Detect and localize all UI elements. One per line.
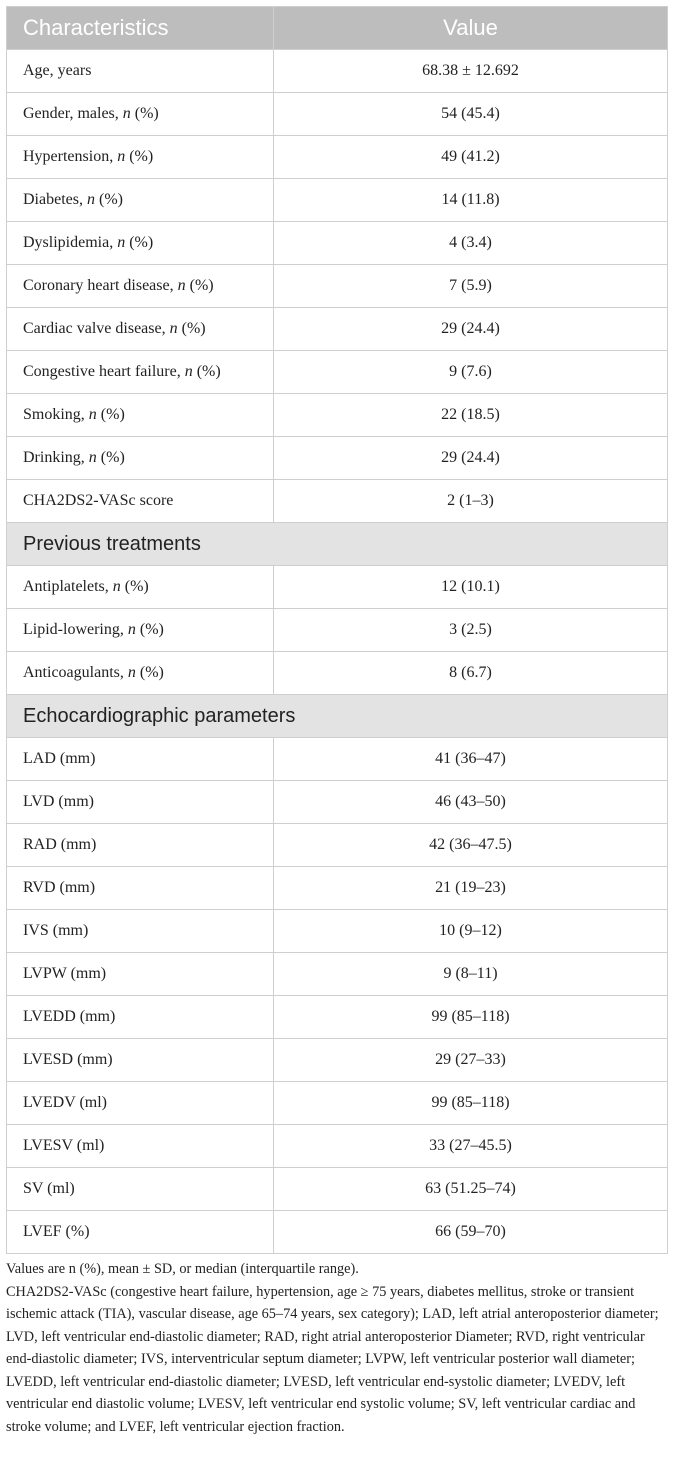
row-label — [7, 1039, 274, 1082]
row-label — [7, 1168, 274, 1211]
row-value: 12 (10.1) — [274, 566, 668, 609]
row-label — [7, 265, 274, 308]
row-value: 8 (6.7) — [274, 652, 668, 695]
table-row — [7, 351, 668, 394]
table-row — [7, 910, 668, 953]
table-row — [7, 1211, 668, 1254]
row-label-suffix: (%) — [135, 664, 164, 681]
row-value: 29 (27–33) — [274, 1039, 668, 1082]
row-label-text: CHA2DS2-VASc score — [23, 492, 174, 509]
table-row — [7, 781, 668, 824]
row-label-text: Age, years — [23, 62, 92, 79]
row-label — [7, 910, 274, 953]
row-label-n: n — [122, 105, 131, 122]
row-label-text: LVESV (ml) — [23, 1137, 105, 1154]
table-row — [7, 1168, 668, 1211]
section-title-echocardiographic: Echocardiographic parameters — [7, 695, 668, 738]
row-label-suffix: (%) — [185, 277, 214, 294]
row-label-text: Congestive heart failure, — [23, 363, 185, 380]
row-label-text: LVEF (%) — [23, 1223, 90, 1240]
row-label-n: n — [117, 234, 126, 251]
row-value: 29 (24.4) — [274, 308, 668, 351]
row-label-suffix: (%) — [94, 191, 123, 208]
table-row — [7, 480, 668, 523]
section-row-echocardiographic — [7, 695, 668, 738]
row-value: 22 (18.5) — [274, 394, 668, 437]
row-value: 99 (85–118) — [274, 996, 668, 1039]
table-header-row — [7, 7, 668, 50]
row-value: 46 (43–50) — [274, 781, 668, 824]
row-label-suffix: (%) — [177, 320, 206, 337]
row-label-text: RAD (mm) — [23, 836, 97, 853]
row-label-n: n — [112, 578, 121, 595]
row-label-text: Coronary heart disease, — [23, 277, 178, 294]
row-label-text: Diabetes, — [23, 191, 87, 208]
row-label-suffix: (%) — [120, 578, 149, 595]
row-value: 2 (1–3) — [274, 480, 668, 523]
table-row — [7, 93, 668, 136]
row-label-suffix: (%) — [125, 148, 154, 165]
table-row — [7, 824, 668, 867]
row-value: 7 (5.9) — [274, 265, 668, 308]
characteristics-table — [6, 6, 668, 1254]
row-label-text: SV (ml) — [23, 1180, 75, 1197]
table-row — [7, 1082, 668, 1125]
table-row — [7, 1125, 668, 1168]
row-label-n: n — [177, 277, 186, 294]
row-label — [7, 394, 274, 437]
row-label-text: Cardiac valve disease, — [23, 320, 170, 337]
echo-section — [7, 695, 668, 738]
row-label-text: LVEDD (mm) — [23, 1008, 116, 1025]
row-label-suffix: (%) — [135, 621, 164, 638]
row-label-suffix: (%) — [125, 234, 154, 251]
row-value: 99 (85–118) — [274, 1082, 668, 1125]
row-label-text: Anticoagulants, — [23, 664, 128, 681]
row-value: 33 (27–45.5) — [274, 1125, 668, 1168]
row-value: 29 (24.4) — [274, 437, 668, 480]
row-label — [7, 609, 274, 652]
row-label-text: Hypertension, — [23, 148, 118, 165]
section-row-previous-treatments — [7, 523, 668, 566]
row-label-text: IVS (mm) — [23, 922, 89, 939]
row-label-n: n — [169, 320, 178, 337]
table-row — [7, 179, 668, 222]
table-row — [7, 394, 668, 437]
table-row — [7, 308, 668, 351]
table-row — [7, 652, 668, 695]
table-row — [7, 136, 668, 179]
row-label-n: n — [117, 148, 126, 165]
row-label — [7, 50, 274, 93]
row-label-n: n — [88, 449, 97, 466]
echo-rows — [7, 738, 668, 1254]
row-value: 4 (3.4) — [274, 222, 668, 265]
row-label — [7, 93, 274, 136]
row-label-n: n — [184, 363, 193, 380]
row-label-text: Gender, males, — [23, 105, 123, 122]
row-label — [7, 1211, 274, 1254]
row-value: 63 (51.25–74) — [274, 1168, 668, 1211]
row-label — [7, 222, 274, 265]
row-label — [7, 1125, 274, 1168]
row-label — [7, 136, 274, 179]
row-label-text: Lipid-lowering, — [23, 621, 128, 638]
row-label-text: Drinking, — [23, 449, 89, 466]
row-label-suffix: (%) — [96, 449, 125, 466]
row-value: 42 (36–47.5) — [274, 824, 668, 867]
row-value: 68.38 ± 12.692 — [274, 50, 668, 93]
row-label — [7, 308, 274, 351]
row-label — [7, 738, 274, 781]
row-value: 9 (8–11) — [274, 953, 668, 996]
row-label — [7, 867, 274, 910]
table-row — [7, 50, 668, 93]
row-label-text: Dyslipidemia, — [23, 234, 118, 251]
row-label — [7, 437, 274, 480]
row-label-text: LVEDV (ml) — [23, 1094, 107, 1111]
row-value: 54 (45.4) — [274, 93, 668, 136]
general-rows — [7, 50, 668, 523]
table-row — [7, 738, 668, 781]
row-label-n: n — [127, 621, 136, 638]
row-value: 10 (9–12) — [274, 910, 668, 953]
table-footnotes — [6, 1258, 667, 1438]
row-value: 66 (59–70) — [274, 1211, 668, 1254]
row-label — [7, 351, 274, 394]
table-row — [7, 566, 668, 609]
row-label-suffix: (%) — [130, 105, 159, 122]
characteristics-table-container — [6, 6, 667, 1254]
row-label-n: n — [86, 191, 95, 208]
section-title-previous-treatments: Previous treatments — [7, 523, 668, 566]
header-characteristics: Characteristics — [7, 7, 274, 50]
row-label — [7, 1082, 274, 1125]
previous-rows — [7, 566, 668, 695]
table-row — [7, 996, 668, 1039]
row-label — [7, 953, 274, 996]
previous-section — [7, 523, 668, 566]
row-value: 21 (19–23) — [274, 867, 668, 910]
row-label — [7, 996, 274, 1039]
table-row — [7, 609, 668, 652]
table-row — [7, 867, 668, 910]
row-label — [7, 824, 274, 867]
table-row — [7, 265, 668, 308]
footnote-abbreviations: CHA2DS2-VASc (congestive heart failure, hypertension, age ≥ 75 years, diabetes mellitus, stroke or transient ischemic attack (TIA), vascular disease, age 65–74 years, sex category); LAD, left atrial anteroposterior diameter; LVD, left ventricular end-diastolic diameter; RAD, right atrial anteroposterior Diameter; RVD, right ventricular end-diastolic diameter; IVS, interventricular septum diameter; LVPW, left ventricular posterior wall diameter; LVEDD, left ventricular end-diastolic diameter; LVESD, left ventricular end-systolic diameter; LVEDV, left ventricular end diastolic volume; LVESV, left ventricular end systolic volume; SV, left ventricular cardiac and stroke volume; and LVEF, left ventricular ejection fraction. — [6, 1283, 659, 1435]
table-row — [7, 437, 668, 480]
row-label-text: RVD (mm) — [23, 879, 96, 896]
row-label-text: Antiplatelets, — [23, 578, 113, 595]
row-value: 9 (7.6) — [274, 351, 668, 394]
table-row — [7, 953, 668, 996]
row-label-text: LAD (mm) — [23, 750, 96, 767]
row-label-text: Smoking, — [23, 406, 89, 423]
row-label-text: LVPW (mm) — [23, 965, 107, 982]
row-label-suffix: (%) — [96, 406, 125, 423]
header-value: Value — [274, 7, 668, 50]
row-label — [7, 781, 274, 824]
row-label — [7, 179, 274, 222]
row-value: 41 (36–47) — [274, 738, 668, 781]
row-value: 3 (2.5) — [274, 609, 668, 652]
row-label-n: n — [127, 664, 136, 681]
row-label-n: n — [88, 406, 97, 423]
table-row — [7, 1039, 668, 1082]
row-label-text: LVESD (mm) — [23, 1051, 113, 1068]
row-label-text: LVD (mm) — [23, 793, 94, 810]
footnote-values: Values are n (%), mean ± SD, or median (interquartile range). — [6, 1261, 359, 1277]
row-label — [7, 566, 274, 609]
row-value: 14 (11.8) — [274, 179, 668, 222]
row-value: 49 (41.2) — [274, 136, 668, 179]
row-label — [7, 480, 274, 523]
row-label — [7, 652, 274, 695]
row-label-suffix: (%) — [192, 363, 221, 380]
table-row — [7, 222, 668, 265]
